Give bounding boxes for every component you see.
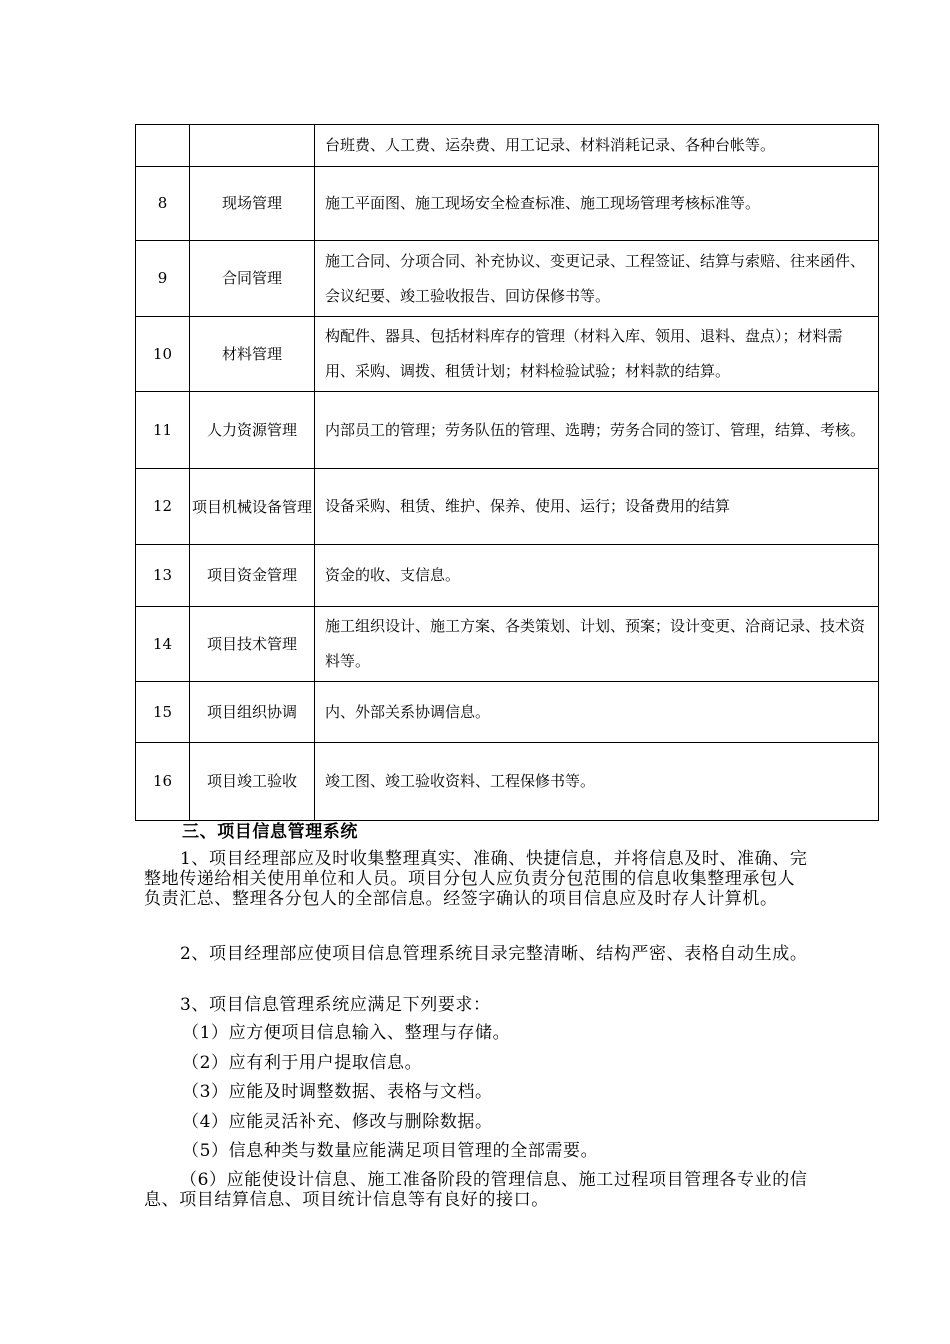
row-name: 项目机械设备管理 (190, 469, 315, 545)
row-name: 合同管理 (190, 241, 315, 317)
row-number: 14 (136, 607, 190, 682)
row-name: 项目组织协调 (190, 682, 315, 743)
table-row (136, 743, 879, 821)
table-row (136, 317, 879, 392)
row-number: 11 (136, 392, 190, 469)
list-item: （4）应能灵活补充、修改与删除数据。 (182, 1112, 493, 1132)
row-number: 8 (136, 167, 190, 241)
row-number: 15 (136, 682, 190, 743)
row-number: 13 (136, 545, 190, 607)
list-item: （3）应能及时调整数据、表格与文档。 (182, 1082, 493, 1102)
paragraph-3: 3、项目信息管理系统应满足下列要求： (180, 995, 491, 1015)
table-row (136, 392, 879, 469)
section-heading: 三、项目信息管理系统 (182, 822, 358, 842)
row-name: 材料管理 (190, 317, 315, 392)
row-description: 施工平面图、施工现场安全检查标准、施工现场管理考核标准等。 (315, 167, 879, 241)
row-number: 12 (136, 469, 190, 545)
row-description: 施工合同、分项合同、补充协议、变更记录、工程签证、结算与索赔、往来函件、会议纪要、竣工验收报告、回访保修书等。 (315, 241, 879, 317)
list-item: （1）应方便项目信息输入、整理与存储。 (182, 1023, 511, 1043)
table-row (136, 607, 879, 682)
paragraph-1: 1、项目经理部应及时收集整理真实、准确、快捷信息，并将信息及时、准确、完整地传递给相关使用单位和人员。项目分包人应负责分包范围的信息收集整理承包人负责汇总、整理各分包人的全部信息。经签字确认的项目信息应及时存人计算机。 (144, 849, 808, 909)
row-name: 项目资金管理 (190, 545, 315, 607)
list-item: （2）应有利于用户提取信息。 (182, 1053, 423, 1073)
row-name: 项目竣工验收 (190, 743, 315, 821)
table-row (136, 682, 879, 743)
paragraph-2: 2、项目经理部应使项目信息管理系统目录完整清晰、结构严密、表格自动生成。 (180, 944, 808, 964)
table-row (136, 469, 879, 545)
row-description: 台班费、人工费、运杂费、用工记录、材料消耗记录、各种台帐等。 (315, 125, 879, 167)
row-name (190, 125, 315, 167)
row-number (136, 125, 190, 167)
table-row (136, 167, 879, 241)
row-description: 内部员工的管理；劳务队伍的管理、选聘；劳务合同的签订、管理，结算、考核。 (315, 392, 879, 469)
row-name: 人力资源管理 (190, 392, 315, 469)
row-description: 资金的收、支信息。 (315, 545, 879, 607)
row-name: 现场管理 (190, 167, 315, 241)
info-table (135, 124, 879, 821)
table-row (136, 545, 879, 607)
row-number: 16 (136, 743, 190, 821)
table-row (136, 125, 879, 167)
paragraph-6: （6）应能使设计信息、施工准备阶段的管理信息、施工过程项目管理各专业的信息、项目结算信息、项目统计信息等有良好的接口。 (144, 1170, 808, 1210)
row-description: 内、外部关系协调信息。 (315, 682, 879, 743)
table-row (136, 241, 879, 317)
row-description: 竣工图、竣工验收资料、工程保修书等。 (315, 743, 879, 821)
row-description: 构配件、器具、包括材料库存的管理（材料入库、领用、退料、盘点）；材料需用、采购、调拨、租赁计划；材料检验试验；材料款的结算。 (315, 317, 879, 392)
row-number: 10 (136, 317, 190, 392)
row-number: 9 (136, 241, 190, 317)
list-item: （5）信息种类与数量应能满足项目管理的全部需要。 (182, 1141, 599, 1161)
row-description: 设备采购、租赁、维护、保养、使用、运行；设备费用的结算 (315, 469, 879, 545)
row-name: 项目技术管理 (190, 607, 315, 682)
row-description: 施工组织设计、施工方案、各类策划、计划、预案；设计变更、洽商记录、技术资料等。 (315, 607, 879, 682)
